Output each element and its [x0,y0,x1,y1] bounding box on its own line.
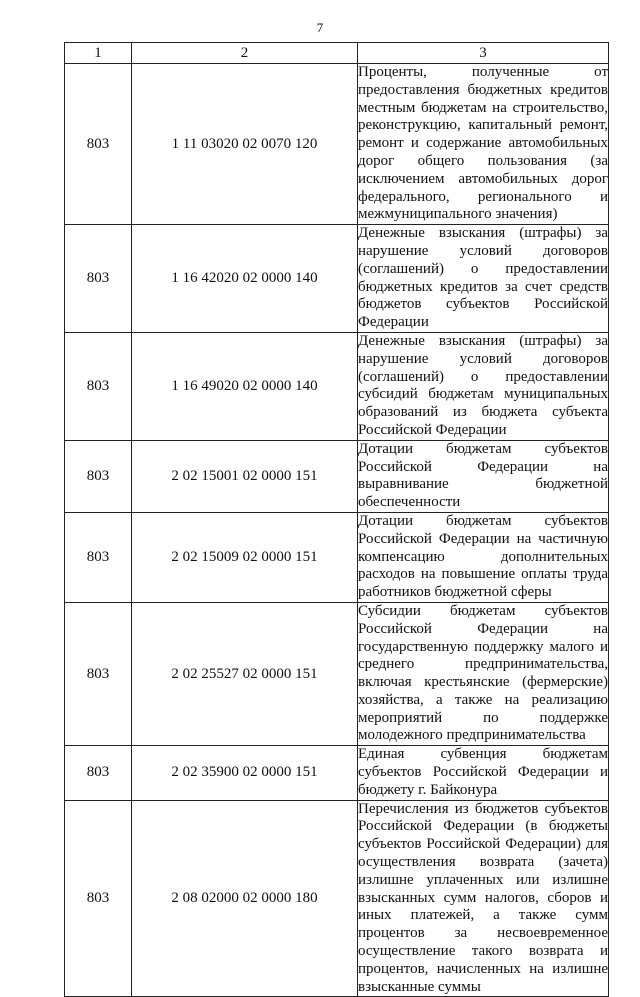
kbk-code-cell: 1 11 03020 02 0070 120 [132,64,358,225]
kbk-code-cell: 2 02 35900 02 0000 151 [132,746,358,800]
table-row [65,602,609,745]
page-number: 7 [316,20,324,35]
description-cell: Дотации бюджетам субъектов Российской Федерации на выравнивание бюджетной обеспеченности [358,440,609,512]
column-header-1: 1 [65,43,132,64]
column-header-3: 3 [358,43,609,64]
admin-code-cell: 803 [65,746,132,800]
table-header-row [65,43,609,64]
table-row [65,332,609,440]
description-cell: Проценты, полученные от предоставления бюджетных кредитов местным бюджетам на строительство, реконструкцию, капитальный ремонт, ремонт и содержание автомобильных дорог общего пользования (за исключением автомобильных дорог федерального, регионального и межмуниципального значения) [358,64,609,225]
table-row [65,512,609,602]
table-row [65,225,609,333]
admin-code-cell: 803 [65,225,132,333]
description-cell: Единая субвенция бюджетам субъектов Российской Федерации и бюджету г. Байконура [358,746,609,800]
kbk-code-cell: 2 08 02000 02 0000 180 [132,800,358,997]
admin-code-cell: 803 [65,64,132,225]
kbk-code-cell: 2 02 25527 02 0000 151 [132,602,358,745]
table-row [65,440,609,512]
table-row [65,746,609,800]
column-header-2: 2 [132,43,358,64]
admin-code-cell: 803 [65,512,132,602]
description-cell: Субсидии бюджетам субъектов Российской Федерации на государственную поддержку малого и среднего предпринимательства, включая крестьянские (фермерские) хозяйства, а также на реализацию мероприятий по поддержке молодежного предпринимательства [358,602,609,745]
kbk-code-cell: 2 02 15009 02 0000 151 [132,512,358,602]
description-cell: Денежные взыскания (штрафы) за нарушение условий договоров (соглашений) о предоставлении субсидий бюджетам муниципальных образований из бюджета субъекта Российской Федерации [358,332,609,440]
kbk-code-cell: 1 16 42020 02 0000 140 [132,225,358,333]
kbk-code-cell: 1 16 49020 02 0000 140 [132,332,358,440]
admin-code-cell: 803 [65,332,132,440]
kbk-code-cell: 2 02 15001 02 0000 151 [132,440,358,512]
description-cell: Денежные взыскания (штрафы) за нарушение условий договоров (соглашений) о предоставлении бюджетных кредитов за счет средств бюджетов субъектов Российской Федерации [358,225,609,333]
table-row [65,64,609,225]
admin-code-cell: 803 [65,602,132,745]
description-cell: Перечисления из бюджетов субъектов Российской Федерации (в бюджеты субъектов Российской Федерации) для осуществления возврата (зачета) излишне уплаченных или излишне взысканных сумм налогов, сборов и иных платежей, а также сумм процентов за несвоевременное осуществление такого возврата и процентов, начисленных на излишне взысканные суммы [358,800,609,997]
table-row [65,800,609,997]
admin-code-cell: 803 [65,800,132,997]
admin-code-cell: 803 [65,440,132,512]
revenue-codes-table [64,42,609,997]
description-cell: Дотации бюджетам субъектов Российской Федерации на частичную компенсацию дополнительных расходов на повышение оплаты труда работников бюджетной сферы [358,512,609,602]
